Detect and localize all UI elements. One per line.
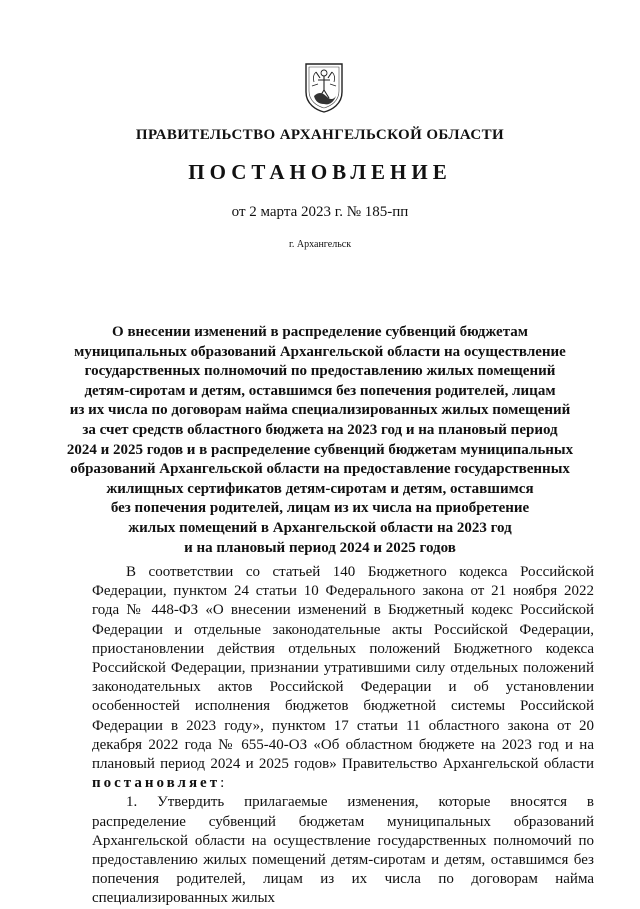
- title-line: за счет средств областного бюджета на 2023 год и на плановый период: [82, 421, 558, 438]
- title-line: муниципальных образований Архангельской области на осуществление: [74, 343, 566, 360]
- decree-colon: :: [220, 775, 225, 792]
- title-line: и на плановый период 2024 и 2025 годов: [184, 539, 456, 556]
- title-line: 2024 и 2025 годов и в распределение субвенций бюджетам муниципальных: [66, 441, 574, 458]
- document-date-number: от 2 марта 2023 г. № 185-пп: [231, 204, 409, 220]
- document-city: г. Архангельск: [288, 239, 352, 250]
- coat-of-arms-icon: [302, 60, 346, 114]
- title-line: государственных полномочий по предоставлению жилых помещений: [84, 363, 556, 380]
- title-line: образований Архангельской области на предоставление государственных: [70, 461, 570, 478]
- title-line: без попечения родителей, лицам из их числа на приобретение: [110, 500, 530, 517]
- title-line: О внесении изменений в распределение субвенций бюджетам: [112, 324, 528, 340]
- preamble-paragraph: [92, 563, 594, 793]
- preamble-text: В соответствии со статьей 140 Бюджетного кодекса Российской Федерации, пунктом 24 статьи 10 Федерального закона от 21 ноября 2022 года № 448-ФЗ «О внесении изменений в Бюджетный кодекс Российской Федерации и отдельные законодательные акты Российской Федерации, приостановлении действия отдельных положений Бюджетного кодекса Российской Федерации, признании утратившими силу отдельных положений законодательных актов Российской Федерации и об установлении особенностей исполнения бюджетов бюджетной системы Российской Федерации в 2023 году», пунктом 17 статьи 11 областного закона от 20 декабря 2022 года № 655-40-ОЗ «Об областном бюджете на 2023 год и на плановый период 2024 и 2025 годов» Правительство Архангельской области: [92, 564, 594, 773]
- organization-name: ПРАВИТЕЛЬСТВО АРХАНГЕЛЬСКОЙ ОБЛАСТИ: [135, 127, 505, 143]
- title-line: из их числа по договорам найма специализированных жилых помещений: [69, 402, 571, 419]
- document-type: ПОСТАНОВЛЕНИЕ: [188, 160, 452, 184]
- title-line: детям-сиротам и детям, оставшимся без попечения родителей, лицам: [84, 382, 556, 399]
- item-1-paragraph: 1. Утвердить прилагаемые изменения, которые вносятся в распределение субвенций бюджетам муниципальных образований Архангельской области на осуществление государственных полномочий по предоставлению жилых помещений детям-сиротам и детям, оставшимся без попечения родителей, лицам из их числа по договорам найма специализированных жилых: [92, 794, 594, 907]
- decree-word: постановляет: [92, 775, 221, 792]
- document-title: [60, 323, 580, 558]
- title-line: жилых помещений в Архангельской области на 2023 год: [128, 519, 512, 536]
- title-line: жилищных сертификатов детям-сиротам и детям, оставшимся: [106, 480, 534, 497]
- document-body: [92, 563, 594, 909]
